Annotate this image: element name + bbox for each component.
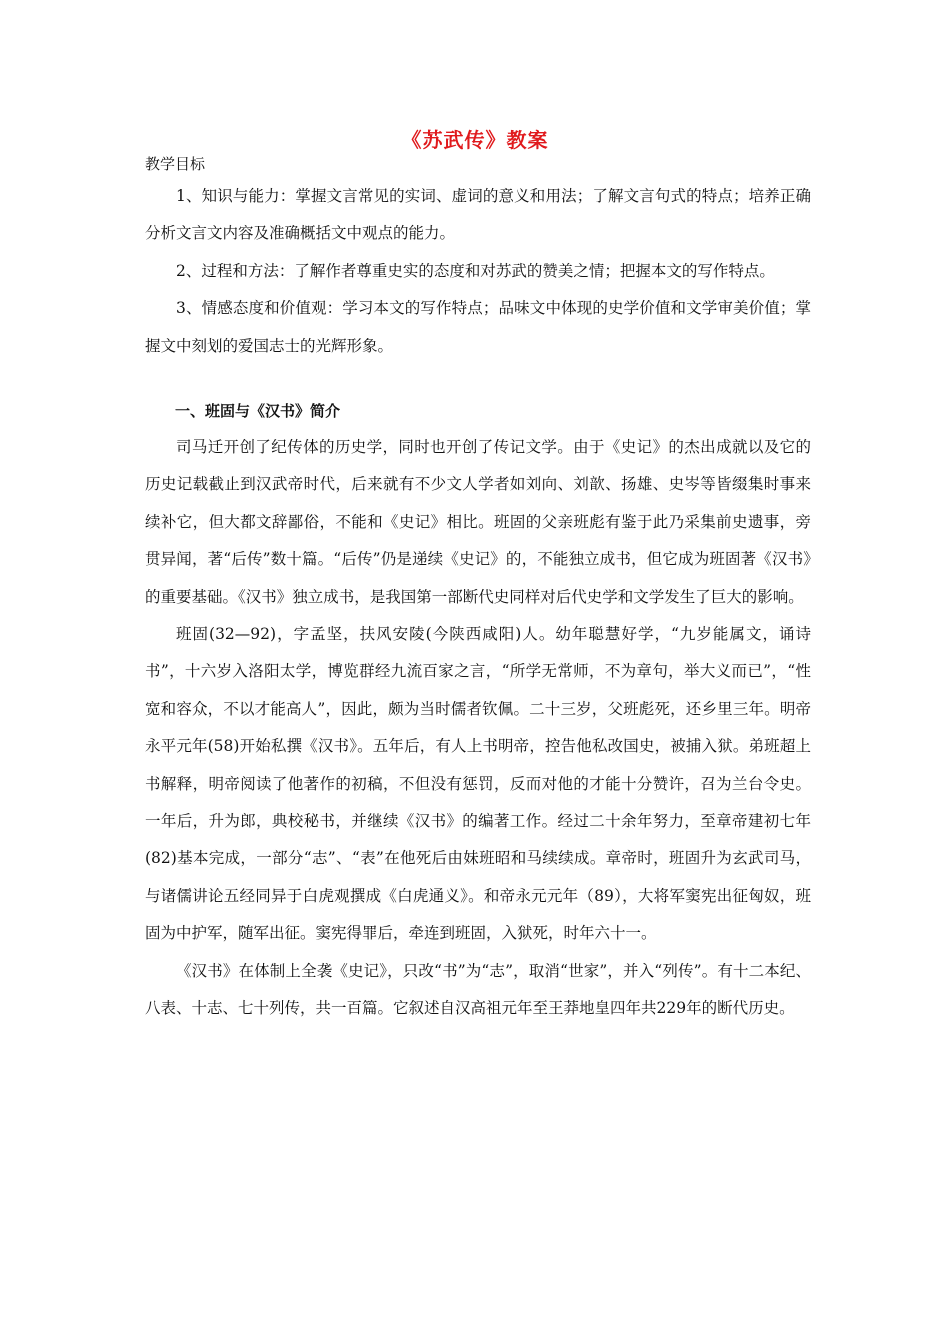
body-paragraph: 《汉书》在体制上全袭《史记》，只改“书”为“志”，取消“世家”，并入“列传”。有十二本纪、八表、十志、七十列传，共一百篇。它叙述自汉高祖元年至王莽地皇四年共229年的断代历史。 (145, 961, 811, 1018)
objective-item: 2、过程和方法：了解作者尊重史实的态度和对苏武的赞美之情；把握本文的写作特点。 (176, 261, 775, 280)
document-title: 《苏武传》教案 (401, 128, 549, 152)
objectives-block (145, 178, 811, 365)
objective-item: 1、知识与能力：掌握文言常见的实词、虚词的意义和用法；了解文言句式的特点；培养正确分析文言文内容及准确概括文中观点的能力。 (145, 187, 811, 243)
section-label-objectives: 教学目标 (145, 155, 206, 173)
body-paragraph: 司马迁开创了纪传体的历史学，同时也开创了传记文学。由于《史记》的杰出成就以及它的历史记载截止到汉武帝时代，后来就有不少文人学者如刘向、刘歆、扬雄、史岑等皆缀集时事来续补它，但大都文辞鄙俗，不能和《史记》相比。班固的父亲班彪有鉴于此乃采集前史遗事，旁贯异闻，著“后传”数十篇。“后传”仍是递续《史记》的，不能独立成书，但它成为班固著《汉书》的重要基础。《汉书》独立成书，是我国第一部断代史同样对后代史学和文学发生了巨大的影响。 (145, 438, 811, 606)
intro-body-block (145, 429, 811, 1028)
objective-item: 3、情感态度和价值观：学习本文的写作特点；品味文中体现的史学价值和文学审美价值；掌握文中刻划的爱国志士的光辉形象。 (145, 299, 811, 355)
body-paragraph: 班固(32—92)，字孟坚，扶风安陵(今陕西咸阳)人。幼年聪慧好学，“九岁能属文，诵诗书”，十六岁入洛阳太学，博览群经九流百家之言，“所学无常师，不为章句，举大义而已”，“性宽和容众，不以才能高人”，因此，颇为当时儒者钦佩。二十三岁，父班彪死，还乡里三年。明帝永平元年(58)开始私撰《汉书》。五年后，有人上书明帝，控告他私改国史，被捕入狱。弟班超上书解释，明帝阅读了他著作的初稿，不但没有惩罚，反而对他的才能十分赞许，召为兰台令史。一年后，升为郎，典校秘书，并继续《汉书》的编著工作。经过二十余年努力，至章帝建初七年(82)基本完成，一部分“志”、“表”在他死后由妹班昭和马续续成。章帝时，班固升为玄武司马，与诸儒讲论五经同异于白虎观撰成《白虎通义》。和帝永元元年（89），大将军窦宪出征匈奴，班固为中护军，随军出征。窦宪得罪后，牵连到班固，入狱死，时年六十一。 (145, 625, 811, 943)
section-heading-bangu-hanshu: 一、班固与《汉书》简介 (175, 402, 341, 420)
